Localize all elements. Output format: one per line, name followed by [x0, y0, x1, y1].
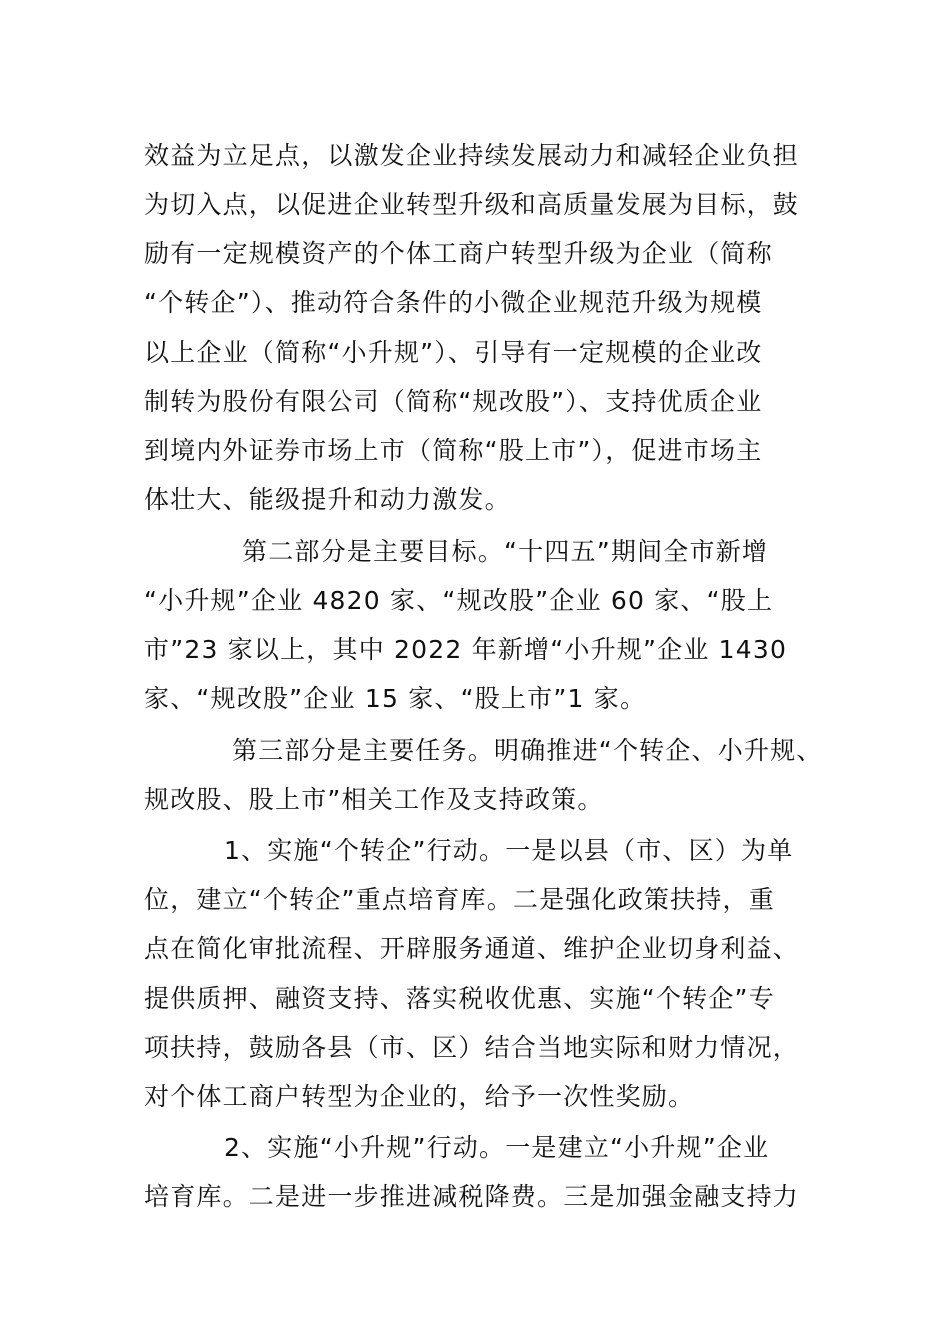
- text-line: 培育库。二是进一步推进减税降费。三是加强金融支持力: [144, 1182, 800, 1211]
- text-line: 第三部分是主要任务。明确推进“个转企、小升规、: [232, 736, 823, 765]
- text-line: 体壮大、能级提升和动力激发。: [144, 485, 511, 514]
- text-line: 励有一定规模资产的个体工商户转型升级为企业（简称: [144, 239, 773, 268]
- text-line: 到境内外证券市场上市（简称“股上市”），促进市场主: [144, 436, 763, 465]
- text-line: 第二部分是主要目标。“十四五”期间全市新增: [242, 537, 769, 566]
- text-line: 项扶持，鼓励各县（市、区）结合当地实际和财力情况，: [144, 1033, 800, 1062]
- text-line: 提供质押、融资支持、落实税收优惠、实施“个转企”专: [144, 984, 775, 1013]
- text-line: 效益为立足点，以激发企业持续发展动力和减轻企业负担: [144, 141, 800, 170]
- text-line: “小升规”企业 4820 家、“规改股”企业 60 家、“股上: [144, 586, 774, 615]
- text-line: 2、实施“小升规”行动。一是建立“小升规”企业: [224, 1133, 770, 1162]
- text-line: 制转为股份有限公司（简称“规改股”）、支持优质企业: [144, 387, 763, 416]
- text-line: 位，建立“个转企”重点培育库。二是强化政策扶持，重: [144, 885, 775, 914]
- text-line: 家、“规改股”企业 15 家、“股上市”1 家。: [144, 684, 647, 713]
- text-line: 以上企业（简称“小升规”）、引导有一定规模的企业改: [144, 338, 763, 367]
- text-line: “个转企”）、推动符合条件的小微企业规范升级为规模: [144, 288, 763, 317]
- text-line: 1、实施“个转企”行动。一是以县（市、区）为单: [224, 836, 794, 865]
- text-line: 点在简化审批流程、开辟服务通道、维护企业切身利益、: [144, 934, 800, 963]
- text-line: 规改股、股上市”相关工作及支持政策。: [144, 785, 604, 814]
- text-line: 对个体工商户转型为企业的，给予一次性奖励。: [144, 1082, 695, 1111]
- text-line: 市”23 家以上，其中 2022 年新增“小升规”企业 1430: [144, 635, 788, 664]
- text-line: 为切入点，以促进企业转型升级和高质量发展为目标，鼓: [144, 190, 800, 219]
